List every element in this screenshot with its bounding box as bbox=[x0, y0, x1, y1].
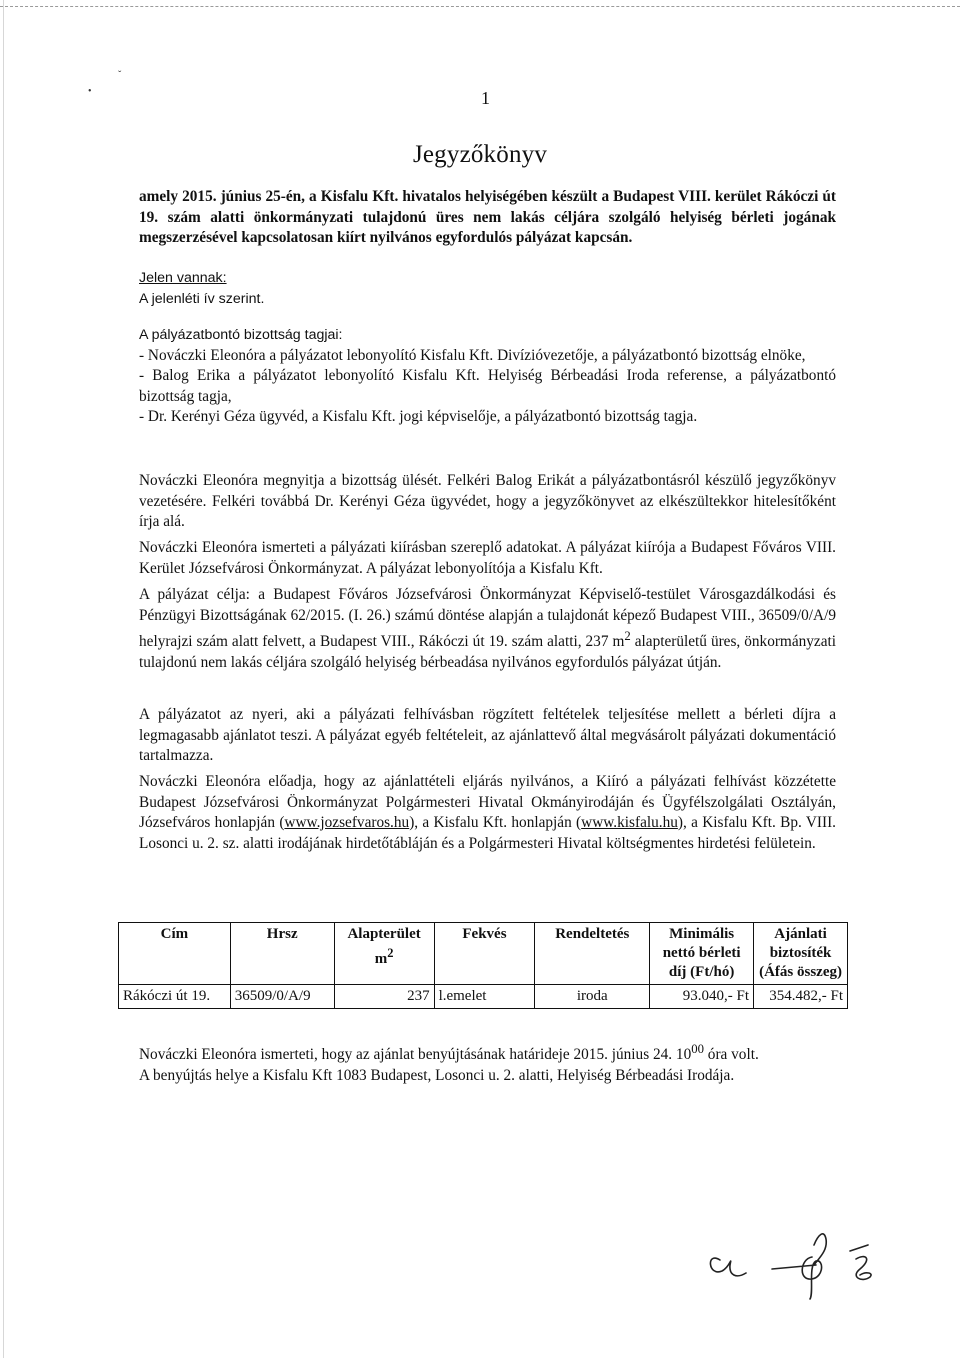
initial-3 bbox=[850, 1245, 871, 1279]
header-ajanlati: Ajánlati biztosíték (Áfás összeg) bbox=[754, 923, 848, 985]
header-alapterulet bbox=[334, 923, 434, 985]
opening-paragraph: Nováczki Eleonóra megnyitja a bizottság ülését. Felkéri Balog Erikát a pályázatbontásról készülő jegyzőkönyv vezetésére. Felkéri továbbá Dr. Kerényi Géza ügyvédet, hogy a jegyzőkönyvet az elkészültekkor hitelesítőként írja alá. bbox=[139, 472, 836, 530]
header-cim: Cím bbox=[119, 923, 231, 985]
announcer-paragraph: Nováczki Eleonóra ismerteti a pályázati kiírásban szereplő adatokat. A pályázat kiírója a Budapest Főváros VIII. Kerület Józsefvárosi Önkormányzat. A pályázat lebonyolítója a Kisfalu Kft. bbox=[139, 539, 836, 577]
header-rendeltetes: Rendeltetés bbox=[535, 923, 650, 985]
purpose-sup: 2 bbox=[624, 629, 631, 643]
header-alapterulet-unit: m bbox=[374, 951, 388, 967]
table-row bbox=[119, 985, 848, 1009]
cell-hrsz: 36509/0/A/9 bbox=[230, 985, 334, 1009]
cell-rendeltetes: iroda bbox=[535, 985, 650, 1009]
present-text: A jelenléti ív szerint. bbox=[139, 290, 265, 307]
scan-speck: • bbox=[88, 86, 92, 97]
jozsefvaros-link[interactable]: www.jozsefvaros.hu bbox=[284, 814, 410, 831]
publication-text: ), a Kisfalu Kft. Bp. VIII. Losonci u. 2. sz. alatti irodájának hirdetőtábláján és a Polgármesteri Hivatal költségmentes hirdetési felületein. bbox=[139, 814, 836, 852]
publication-text: Nováczki Eleonóra előadja, hogy az ajánlattételi eljárás nyilvános, a Kiíró a pályázati felhívást közzétette Budapest Józsefvárosi Önkormányzat Polgármesteri Hivatal Okmányirodáján és Ügyfélszolgálati Osztályán, Józsefváros honlapján ( bbox=[139, 773, 836, 831]
winner-paragraph: A pályázatot az nyeri, aki a pályázati felhívásban rögzített feltételek teljesítése mellett a bérleti díjra a legmagasabb ajánlatot teszi. A pályázat egyéb feltételeit, az ajánlattevő által megvásárolt pályázati dokumentáció tartalmazza. bbox=[139, 706, 836, 764]
cell-cim: Rákóczi út 19. bbox=[119, 985, 231, 1009]
purpose-text: A pályázat célja: a Budapest Főváros Józsefvárosi Önkormányzat Képviselő-testület Városgazdálkodási és Pénzügyi Bizottságának 62/2015. (I. 26.) számú döntése alapján a tulajdonát képező Budapest VIII., 36509/0/A/9 helyrajzi szám alatt felvett, a Budapest VIII., Rákóczi út 19. szám alatti, 237 m bbox=[139, 586, 836, 651]
cell-alapterulet: 237 bbox=[334, 985, 434, 1009]
committee-section bbox=[139, 325, 836, 428]
present-heading: Jelen vannak: bbox=[139, 270, 227, 286]
deadline-text-end: óra volt. bbox=[703, 1046, 759, 1064]
deadline-place: A benyújtás helye a Kisfalu Kft 1083 Budapest, Losonci u. 2. alatti, Helyiség Bérbeadási Irodája. bbox=[139, 1066, 735, 1084]
committee-heading: A pályázatbontó bizottság tagjai: bbox=[139, 327, 343, 343]
initial-2 bbox=[772, 1234, 826, 1299]
committee-member: - Balog Erika a pályázatot lebonyolító Kisfalu Kft. Helyiség Bérbeadási Iroda referense, a pályázatbontó bizottság tagja, bbox=[139, 367, 836, 405]
scan-left-edge bbox=[3, 0, 4, 1358]
scan-top-edge bbox=[0, 0, 960, 7]
deadline-text: Nováczki Eleonóra ismerteti, hogy az ajánlat benyújtásának határideje 2015. június 24. 10 bbox=[139, 1046, 692, 1064]
table-header-row bbox=[119, 923, 848, 985]
cell-fekves: l.emelet bbox=[434, 985, 535, 1009]
deadline-line bbox=[139, 1039, 836, 1066]
initial-1 bbox=[710, 1258, 746, 1276]
publication-paragraph bbox=[139, 772, 836, 854]
cell-ajanlati: 354.482,- Ft bbox=[754, 985, 848, 1009]
header-hrsz: Hrsz bbox=[230, 923, 334, 985]
page-number: 1 bbox=[481, 88, 490, 108]
purpose-text-end: alapterületű üres, önkormányzati tulajdonú nem lakás céljára szolgáló helyiség bérbeadása nyilvános egyfordulós pályázat útján. bbox=[139, 633, 836, 671]
header-minimalis: Minimális nettó bérleti díj (Ft/hó) bbox=[650, 923, 754, 985]
document-title: Jegyzőkönyv bbox=[412, 141, 548, 168]
committee-member: - Dr. Kerényi Géza ügyvéd, a Kisfalu Kft. jogi képviselője, a pályázatbontó bizottság tagja. bbox=[139, 408, 698, 425]
header-alapterulet-label: Alapterület bbox=[347, 926, 421, 942]
scan-speck: ˇ bbox=[118, 70, 122, 81]
property-table bbox=[118, 922, 848, 1009]
publication-text: ), a Kisfalu Kft. honlapján ( bbox=[409, 814, 582, 831]
intro-paragraph: amely 2015. június 25-én, a Kisfalu Kft. hivatalos helyiségében készült a Budapest VIII. kerület Rákóczi út 19. szám alatti önkormányzati tulajdonú üres nem lakás céljára szolgáló helyiség bérleti jogának megszerzésével kapcsolatosan kiírt nyilvános egyfordulós pályázat kapcsán. bbox=[139, 188, 836, 246]
kisfalu-link[interactable]: www.kisfalu.hu bbox=[581, 814, 678, 831]
header-fekves: Fekvés bbox=[434, 923, 535, 985]
header-alapterulet-sup: 2 bbox=[387, 946, 394, 960]
cell-minimalis: 93.040,- Ft bbox=[650, 985, 754, 1009]
present-section bbox=[139, 268, 836, 309]
deadline-paragraph bbox=[139, 1039, 836, 1086]
deadline-sup: 00 bbox=[691, 1042, 704, 1056]
handwritten-initials bbox=[700, 1205, 960, 1305]
purpose-paragraph bbox=[139, 585, 836, 673]
committee-member: - Nováczki Eleonóra a pályázatot lebonyolító Kisfalu Kft. Divízióvezetője, a pályázatbontó bizottság elnöke, bbox=[139, 346, 806, 364]
